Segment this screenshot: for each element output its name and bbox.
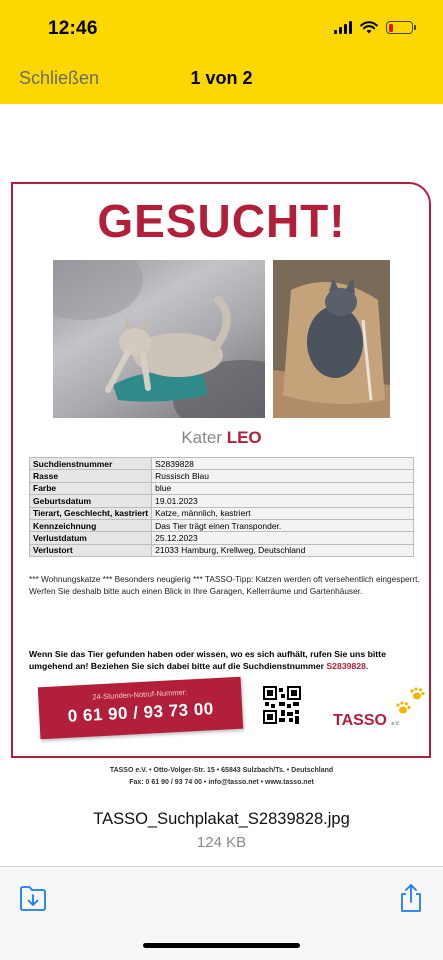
details-row (30, 507, 414, 519)
details-label: Rasse (30, 470, 152, 482)
details-label: Kennzeichnung (30, 519, 152, 531)
poster-footer-contact: Fax: 0 61 90 / 93 74 00 • info@tasso.net • www.tasso.net (129, 779, 314, 786)
cat-name-prefix: Kater (181, 428, 222, 447)
appeal-body: Wenn Sie das Tier gefunden haben oder wissen, wo es sich aufhält, rufen Sie uns bitte umgehend an! Beziehen Sie sich dabei bitte auf die Suchdienstnummer (29, 649, 386, 671)
save-to-files-icon[interactable] (18, 883, 48, 913)
details-value: Katze, männlich, kastriert (152, 507, 414, 519)
paw-prints-icon (393, 686, 427, 720)
details-row (30, 532, 414, 544)
details-value: 25.12.2023 (152, 532, 414, 544)
appeal-text (29, 648, 424, 672)
wifi-icon (360, 21, 378, 34)
details-value: Das Tier trägt einen Transponder. (152, 519, 414, 531)
details-value: 21033 Hamburg, Krellweg, Deutschland (152, 544, 414, 556)
details-label: Farbe (30, 482, 152, 494)
battery-level (389, 24, 393, 32)
appeal-number: S2839828. (326, 661, 369, 671)
battery-icon (386, 21, 413, 34)
details-row (30, 458, 414, 470)
hotline-number: 0 61 90 / 93 73 00 (67, 699, 215, 726)
details-value: Russisch Blau (152, 470, 414, 482)
poster-headline: GESUCHT! (97, 195, 346, 247)
file-size: 124 KB (196, 834, 247, 851)
details-label: Tierart, Geschlecht, kastriert (30, 507, 152, 519)
details-label: Verlustdatum (30, 532, 152, 544)
tasso-logo (333, 712, 400, 730)
page-counter-title: 1 von 2 (190, 68, 253, 88)
details-row (30, 495, 414, 507)
details-value: 19.01.2023 (152, 495, 414, 507)
status-time: 12:46 (48, 18, 98, 39)
details-label: Geburtsdatum (30, 495, 152, 507)
top-bar (0, 0, 443, 104)
cat-photo-on-sofa (53, 260, 265, 418)
cat-name (11, 428, 432, 448)
notes-text: *** Wohnungskatze *** Besonders neugierig *** TASSO-Tipp: Katzen werden oft versehentlich eingesperrt. Werfen Sie deshalb bitte auch einen Blick in Ihre Garagen, Kellerräume und Gartenhäuser. (29, 574, 420, 596)
details-value: blue (152, 482, 414, 494)
details-row (30, 519, 414, 531)
hotline-label: 24-Stunden-Notruf-Nummer: (92, 687, 188, 702)
close-button[interactable]: Schließen (19, 68, 100, 88)
details-row (30, 544, 414, 556)
details-table (29, 457, 414, 557)
cellular-signal-icon (334, 21, 352, 34)
poster-image[interactable] (11, 182, 432, 786)
cat-name-value: LEO (226, 428, 262, 447)
status-icons (334, 21, 413, 34)
details-value: S2839828 (152, 458, 414, 470)
hotline-banner (38, 677, 243, 740)
share-icon[interactable] (396, 883, 426, 913)
home-indicator[interactable] (143, 943, 300, 948)
details-label: Verlustort (30, 544, 152, 556)
cat-photo-in-bag (273, 260, 390, 418)
tasso-logo-suffix: e.V. (391, 721, 400, 727)
details-row (30, 470, 414, 482)
poster-footer-address: TASSO e.V. • Otto-Volger-Str. 15 • 65843 Sulzbach/Ts. • Deutschland (109, 767, 334, 774)
qr-code-icon (263, 686, 301, 724)
file-name: TASSO_Suchplakat_S2839828.jpg (93, 810, 350, 828)
details-label: Suchdienstnummer (30, 458, 152, 470)
details-row (30, 482, 414, 494)
tasso-logo-text: TASSO (333, 712, 387, 729)
